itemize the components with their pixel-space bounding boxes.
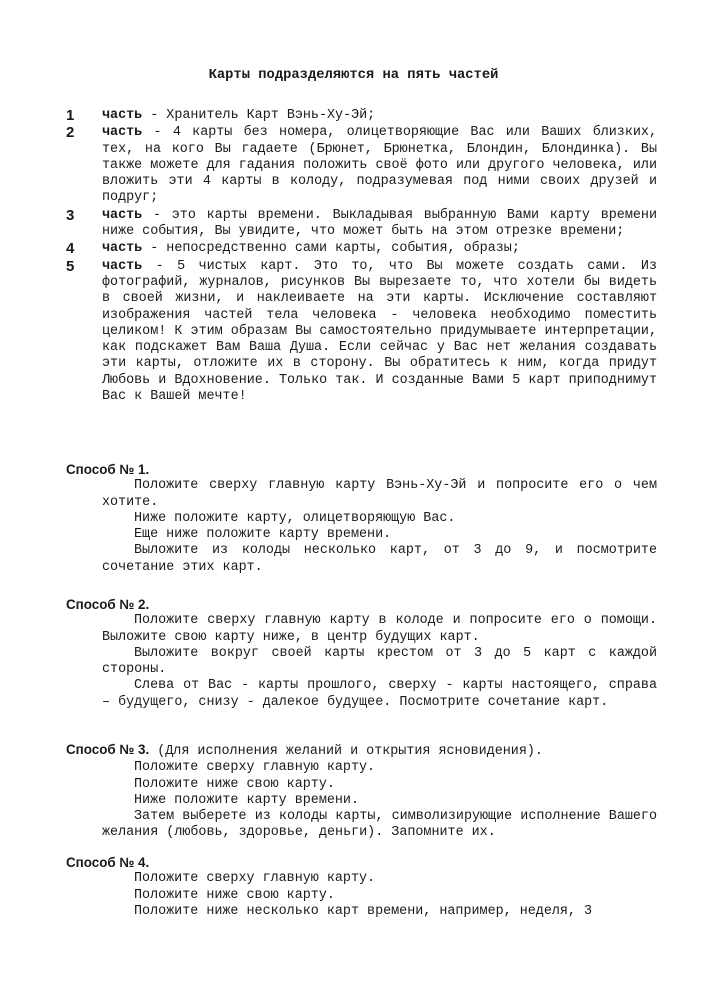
part-label: часть (102, 258, 143, 274)
method-line: Положите ниже свою карту. (134, 887, 335, 903)
part-text: - 4 карты без номера, олицетворяющие Вас или Ваших близких, тех, на кого Вы гадаете (Брюнет, Брюнетка, Блондин, Блондинка). Вы также можете для гадания положить своё фото или другого человека, или вложить эти 4 карты в колоду, подразумевая под ними своих друзей и подруг; (102, 125, 657, 206)
method-section-1 (66, 462, 657, 576)
method-line: Положите ниже несколько карт времени, например, неделя, 3 (134, 903, 593, 919)
method-line: Ниже положите карту времени. (134, 792, 359, 808)
part-number: 1 (66, 107, 75, 124)
method-section-3 (66, 742, 657, 842)
method-title: Способ № 1. (66, 462, 150, 477)
part-label: часть (102, 108, 143, 123)
method-line: Еще ниже положите карту времени. (134, 527, 392, 543)
part-number: 3 (66, 206, 75, 224)
part-item (66, 208, 657, 241)
method-line: Положите сверху главную карту. (134, 871, 376, 887)
method-line: Выложите из колоды несколько карт, от 3 до 9, и посмотрите сочетание этих карт. (102, 543, 657, 575)
method-line: Положите сверху главную карту в колоде и попросите его о помощи. Выложите свою карту ниже, в центр будущих карт. (102, 613, 657, 645)
method-line: Положите сверху главную карту. (134, 760, 376, 776)
part-item (66, 108, 657, 124)
part-text: - 5 чистых карт. Это то, что Вы можете создать сами. Из фотографий, журналов, рисунков Вы вырезаете то, что хотели бы видеть в своей жизни, и наклеиваете на эти карты. Исключение составляют изображения частей тела человека - человека необходимо поместить целиком! К этим образам Вы самостоятельно придумываете интерпретации, как подскажет Вам Ваша Душа. Если сейчас у Вас нет желания создавать эти карты, отложите их в сторону. Вы обратитесь к ним, когда придут Любовь и Вдохновение. Только так. И созданные Вами 5 карт приподнимут Вас к Вашей мечте! (102, 258, 657, 405)
method-section-4 (66, 855, 657, 920)
part-text: - это карты времени. Выкладывая выбранную Вами карту времени ниже события, Вы увидите, что может быть на этом отрезке времени; (102, 207, 657, 240)
method-title: Способ № 4. (66, 855, 150, 870)
method-note: (Для исполнения желаний и открытия ясновидения). (149, 744, 543, 759)
method-line: Слева от Вас - карты прошлого, сверху - карты настоящего, справа – будущего, снизу - далекое будущее. Посмотрите сочетание карт. (102, 678, 657, 710)
part-number: 4 (66, 240, 75, 258)
method-title: Способ № 2. (66, 597, 150, 612)
part-text: - непосредственно сами карты, события, образы; (142, 241, 520, 257)
method-title: Способ № 3. (Для исполнения желаний и открытия ясновидения). (66, 742, 543, 759)
part-item (66, 241, 657, 257)
part-label: часть (102, 207, 143, 223)
method-line: Затем выберете из колоды карты, символизирующие исполнение Вашего желания (любовь, здоровье, деньги). Запомните их. (102, 809, 657, 841)
part-text: - Хранитель Карт Вэнь-Ху-Эй; (142, 108, 376, 123)
part-label: часть (102, 125, 143, 141)
page-title: Карты подразделяются на пять частей (208, 68, 499, 83)
part-item (66, 125, 657, 206)
method-line: Ниже положите карту, олицетворяющую Вас. (134, 510, 456, 526)
part-label: часть (102, 241, 143, 257)
part-number: 2 (66, 124, 75, 142)
method-line: Положите сверху главную карту Вэнь-Ху-Эй и попросите его о чем хотите. (102, 478, 657, 510)
part-number: 5 (66, 257, 75, 275)
parts-list (66, 108, 657, 405)
method-line: Положите ниже свою карту. (134, 776, 335, 792)
part-item (66, 259, 657, 406)
method-line: Выложите вокруг своей карты крестом от 3 до 5 карт с каждой стороны. (102, 645, 657, 678)
method-section-2 (66, 597, 657, 711)
